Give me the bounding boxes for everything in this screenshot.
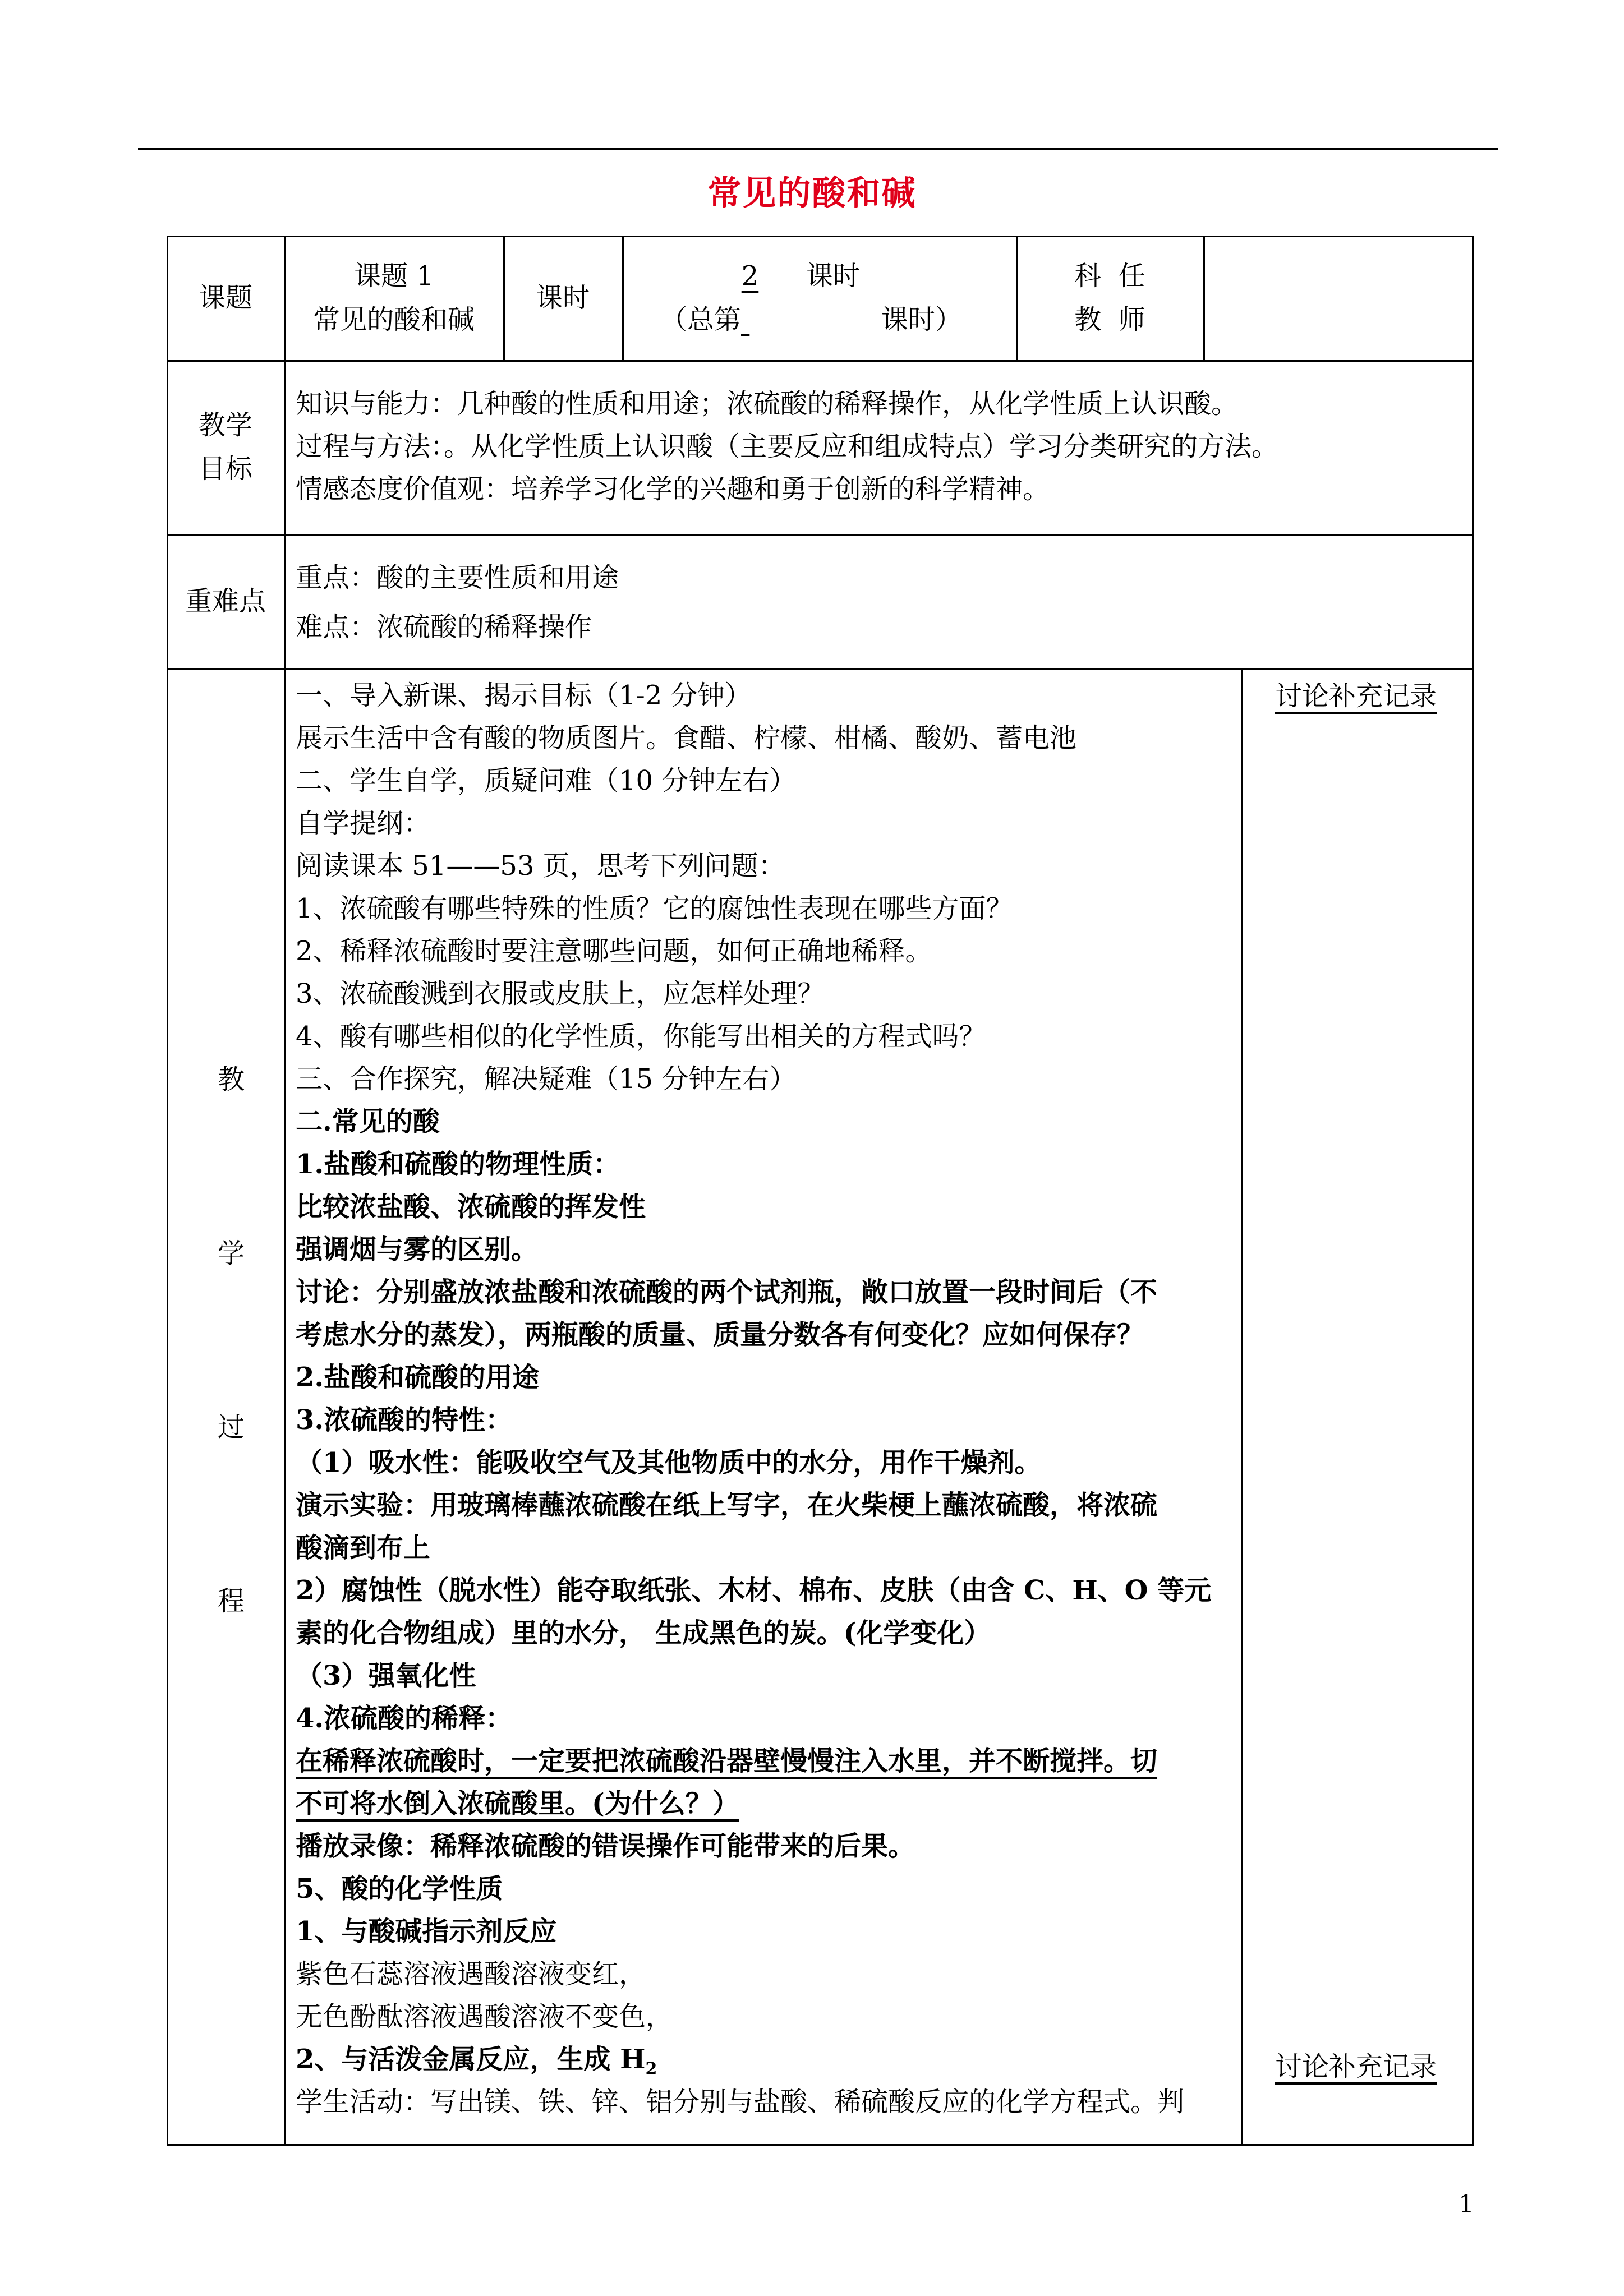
discussion-note-top: 讨论补充记录	[1275, 680, 1437, 712]
key-points-label: 重难点	[185, 585, 266, 617]
process-line: 展示生活中含有酸的物质图片。食醋、柠檬、柑橘、酸奶、蓄电池	[296, 722, 1077, 754]
goal-process: 过程与方法：。从化学性质上认识酸（主要反应和组成特点）学习分类研究的方法。	[296, 431, 1279, 462]
page-number: 1	[1459, 2190, 1474, 2219]
process-line: （1）吸水性：能吸收空气及其他物质中的水分，用作干燥剂。	[296, 1447, 1042, 1478]
period-count	[694, 255, 1016, 297]
process-line	[296, 2038, 1249, 2081]
goal-attitude: 情感态度价值观：培养学习化学的兴趣和勇于创新的科学精神。	[296, 473, 1050, 505]
period-number: 2	[741, 260, 759, 292]
process-line: 二、学生自学，质疑问难（10 分钟左右）	[296, 765, 797, 796]
process-line: 演示实验：用玻璃棒蘸浓硫酸在纸上写字，在火柴梗上蘸浓硫酸，将浓硫	[296, 1490, 1158, 1521]
process-line: 2.盐酸和硫酸的用途	[296, 1362, 540, 1393]
lesson-plan-table	[167, 236, 1474, 2146]
discussion-note-bottom: 讨论补充记录	[1275, 2051, 1437, 2082]
process-line: 3、浓硫酸溅到衣服或皮肤上，应怎样处理？	[296, 978, 825, 1009]
total-suffix: 课时）	[881, 304, 963, 335]
teacher-label-line1: 科 任	[1074, 260, 1145, 292]
goals-label-line2: 目标	[198, 453, 252, 485]
total-blank	[741, 298, 881, 341]
process-line: 比较浓盐酸、浓硫酸的挥发性	[296, 1191, 646, 1223]
process-line: （3）强氧化性	[296, 1660, 476, 1691]
page-title: 常见的酸和碱	[707, 174, 917, 213]
process-line: 二.常见的酸	[296, 1106, 440, 1137]
teacher-label-line2: 教 师	[1074, 304, 1145, 335]
process-line: 4.浓硫酸的稀释：	[296, 1703, 513, 1734]
topic-value-line2: 常见的酸和碱	[312, 304, 475, 335]
process-line: 无色酚酞溶液遇酸溶液不变色，	[296, 2001, 673, 2032]
period-label: 课时	[535, 282, 590, 313]
process-line: 紫色石蕊溶液遇酸溶液变红，	[296, 1958, 646, 1990]
process-line: 三、合作探究，解决疑难（15 分钟左右）	[296, 1063, 797, 1095]
process-line-text: 2、与活泼金属反应，生成 H	[296, 2044, 646, 2075]
goal-knowledge: 知识与能力：几种酸的性质和用途；浓硫酸的稀释操作，从化学性质上认识酸。	[296, 388, 1239, 419]
process-label-char-4: 程	[217, 1585, 245, 1617]
goals-label-line1: 教学	[198, 409, 252, 441]
process-line: 播放录像：稀释浓硫酸的错误操作可能带来的后果。	[296, 1831, 915, 1862]
process-content	[296, 674, 1249, 2123]
process-label-char-2: 学	[217, 1238, 245, 1269]
process-line-underlined: 不可将水倒入浓硫酸里。(为什么？）	[296, 1788, 739, 1819]
period-unit: 课时	[806, 260, 861, 292]
total-period	[660, 298, 1016, 341]
process-label-char-3: 过	[217, 1412, 245, 1443]
process-line: 学生活动：写出镁、铁、锌、铝分别与盐酸、稀硫酸反应的化学方程式。判	[296, 2086, 1185, 2118]
process-line: 3.浓硫酸的特性：	[296, 1404, 513, 1436]
process-line: 5、酸的化学性质	[296, 1873, 503, 1905]
topic-value-line1: 课题 1	[354, 260, 434, 292]
subscript: 2	[645, 2059, 657, 2079]
process-line: 2）腐蚀性（脱水性）能夺取纸张、木材、棉布、皮肤（由含 C、H、O 等元	[296, 1575, 1212, 1606]
process-line: 1、浓硫酸有哪些特殊的性质？它的腐蚀性表现在哪些方面？	[296, 893, 1013, 924]
process-line: 1.盐酸和硫酸的物理性质：	[296, 1149, 620, 1180]
process-line: 1、与酸碱指示剂反应	[296, 1916, 557, 1947]
topic-label: 课题	[198, 282, 252, 313]
process-line: 讨论：分别盛放浓盐酸和浓硫酸的两个试剂瓶，敞口放置一段时间后（不	[296, 1276, 1158, 1308]
header-rule	[138, 148, 1498, 150]
process-line: 2、稀释浓硫酸时要注意哪些问题，如何正确地稀释。	[296, 935, 932, 967]
process-line: 素的化合物组成）里的水分， 生成黑色的炭。(化学变化）	[296, 1617, 991, 1649]
process-line: 考虑水分的蒸发），两瓶酸的质量、质量分数各有何变化？应如何保存？	[296, 1319, 1144, 1350]
process-line: 强调烟与雾的区别。	[296, 1234, 539, 1265]
process-line: 自学提纲：	[296, 808, 431, 839]
process-line-underlined: 在稀释浓硫酸时，一定要把浓硫酸沿器壁慢慢注入水里，并不断搅拌。切	[296, 1745, 1158, 1777]
difficult-point: 难点：浓硫酸的稀释操作	[296, 611, 592, 643]
process-line: 4、酸有哪些相似的化学性质，你能写出相关的方程式吗？	[296, 1021, 986, 1052]
key-point: 重点：酸的主要性质和用途	[296, 562, 619, 593]
process-line: 酸滴到布上	[296, 1532, 431, 1564]
process-line: 一、导入新课、揭示目标（1-2 分钟）	[296, 680, 752, 711]
total-prefix: （总第	[660, 304, 742, 335]
process-label-char-1: 教	[217, 1064, 245, 1095]
process-line: 阅读课本 51——53 页，思考下列问题：	[296, 850, 785, 882]
